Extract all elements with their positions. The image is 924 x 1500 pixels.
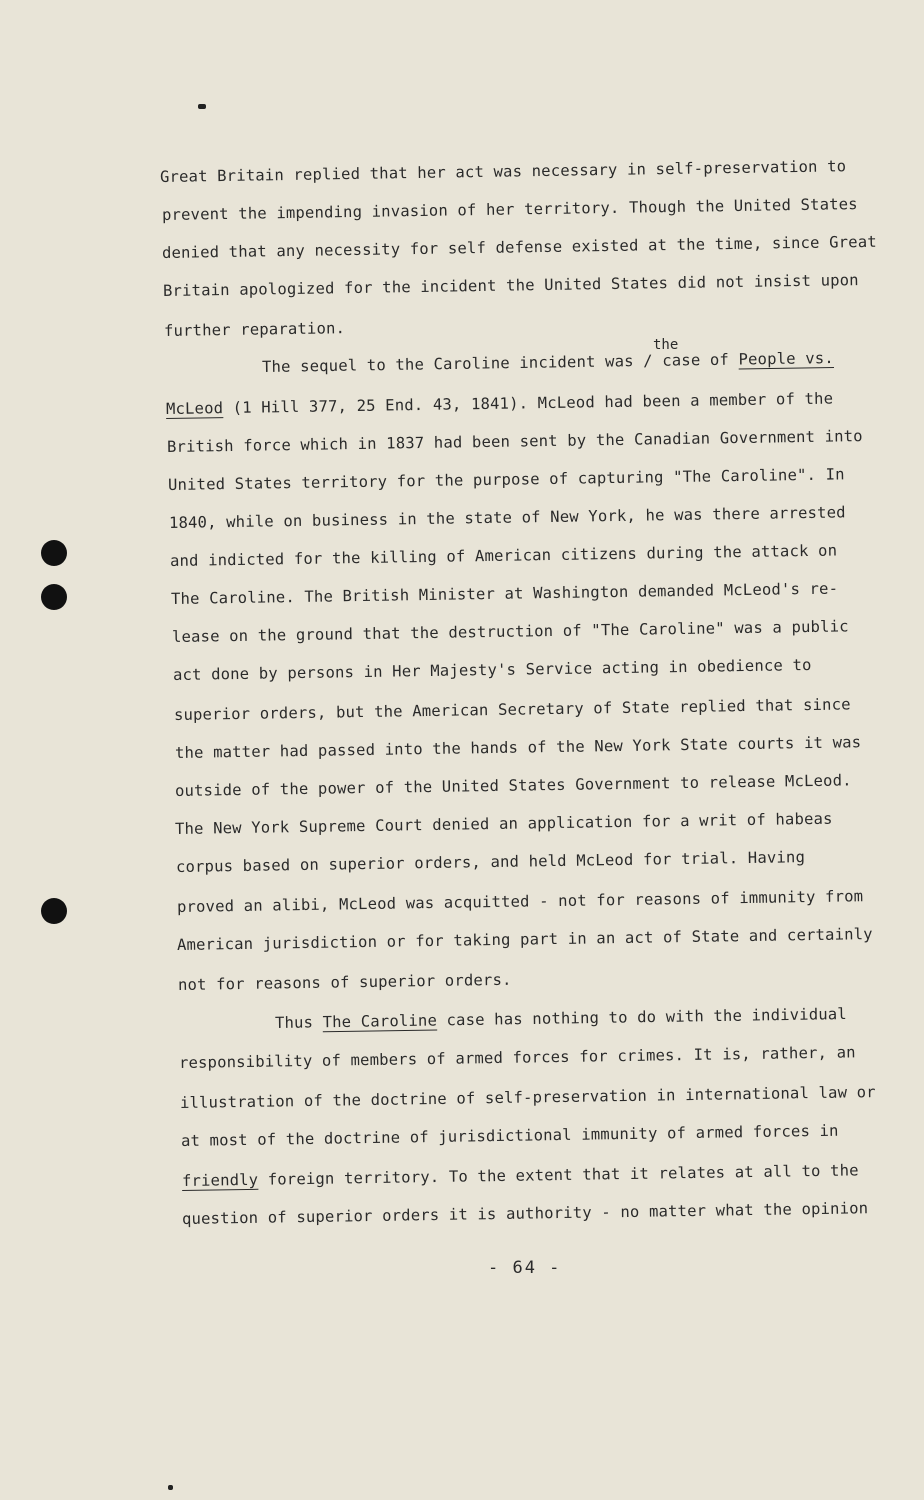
ink-speck: [168, 1485, 173, 1490]
text-line: denied that any necessity for self defense existed at the time, since Great: [161, 232, 877, 262]
insertion-word: the: [653, 337, 679, 353]
case-name-underlined: The Caroline: [322, 1011, 438, 1032]
emphasized-word: friendly: [181, 1170, 259, 1190]
text-line: question of superior orders it is authority - no matter what the opinion: [181, 1199, 869, 1228]
case-name-underlined: People vs.: [738, 349, 834, 369]
text-line: further reparation.: [163, 319, 346, 340]
text-line: responsibility of members of armed forces for crimes. It is, rather, an: [178, 1043, 856, 1072]
text-line: [182, 1161, 859, 1190]
punch-hole-2: [41, 584, 67, 610]
text-line: American jurisdiction or for taking part in an act of State and certainly: [176, 925, 873, 954]
text-line: United States territory for the purpose of capturing "The Caroline". In: [167, 465, 845, 494]
text-line: Great Britain replied that her act was necessary in self-preservation to: [159, 157, 847, 186]
text-line: [275, 1005, 847, 1032]
text-line: [262, 349, 834, 376]
page-number: - 64 -: [488, 1258, 562, 1278]
text-line: The Caroline. The British Minister at Washington demanded McLeod's re-: [170, 579, 839, 608]
text-line: [166, 390, 833, 418]
text-line: prevent the impending invasion of her territory. Though the United States: [161, 195, 858, 224]
text-line: The New York Supreme Court denied an application for a writ of habeas: [174, 809, 833, 838]
text-line: corpus based on superior orders, and held McLeod for trial. Having: [175, 848, 806, 876]
text-line: superior orders, but the American Secretary of State replied that since: [173, 695, 851, 724]
text-line: outside of the power of the United States Government to release McLeod.: [174, 771, 852, 800]
text-segment: case has nothing to do with the individual: [436, 1005, 848, 1030]
text-segment: Thus: [274, 1013, 323, 1032]
text-line: at most of the doctrine of jurisdictional immunity of armed forces in: [180, 1121, 839, 1150]
text-line: act done by persons in Her Majesty's Service acting in obedience to: [172, 655, 812, 684]
text-segment: foreign territory. To the extent that it relates at all to the: [258, 1161, 859, 1189]
punch-hole-3: [41, 898, 67, 924]
text-segment: (1 Hill 377, 25 End. 43, 1841). McLeod had been a member of the: [223, 389, 834, 418]
text-line: illustration of the doctrine of self-preservation in international law or: [179, 1083, 876, 1112]
text-line: the matter had passed into the hands of the New York State courts it was: [174, 733, 862, 762]
text-line: British force which in 1837 had been sent by the Canadian Government into: [166, 427, 863, 456]
case-name-underlined: McLeod: [165, 399, 224, 418]
ink-speck: [198, 104, 206, 109]
text-line: not for reasons of superior orders.: [177, 970, 512, 994]
punch-hole-1: [41, 540, 67, 566]
text-line: and indicted for the killing of American citizens during the attack on: [169, 541, 838, 570]
text-line: Britain apologized for the incident the United States did not insist upon: [162, 271, 859, 300]
text-line: lease on the ground that the destruction of "The Caroline" was a public: [171, 617, 849, 646]
text-segment: The sequel to the Caroline incident was / case of: [261, 350, 739, 376]
text-line: 1840, while on business in the state of New York, he was there arrested: [168, 503, 846, 532]
text-line: proved an alibi, McLeod was acquitted - not for reasons of immunity from: [176, 887, 864, 916]
